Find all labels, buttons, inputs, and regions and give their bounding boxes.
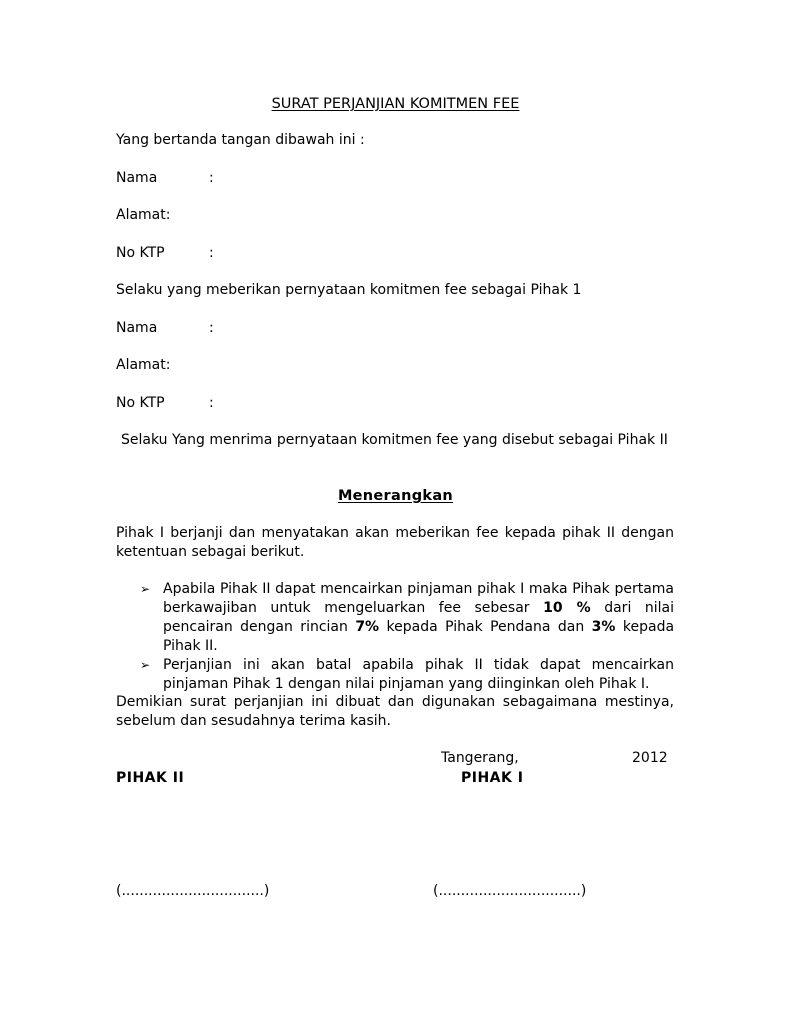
party1-address-label: Alamat: [116,207,171,223]
party1-signature-line: (................................) [433,883,587,899]
party1-name-label: Nama [116,170,158,186]
list-item [140,580,674,656]
paragraph-intro-line1: Pihak I berjanji dan menyatakan akan meberikan fee kepada pihak II dengan [116,525,674,541]
closing-paragraph: Demikian surat perjanjian ini dibuat dan digunakan sebagaimana mestinya, sebelum dan sesudahnya terima kasih. [116,694,674,729]
party2-ktp-label: No KTP [116,395,165,411]
party1-role-text: Selaku yang meberikan pernyataan komitmen fee sebagai Pihak 1 [116,282,582,298]
party2-signature-label: PIHAK II [116,770,185,786]
terms-list [140,580,674,694]
term1-text-c: kepada Pihak Pendana dan [386,619,585,635]
term1-fee-total: 10 % [543,600,591,616]
intro-text: Yang bertanda tangan dibawah ini : [116,132,365,148]
arrow-bullet-icon: ➢ [140,658,151,672]
term2-text: Perjanjian ini akan batal apabila pihak II tidak dapat mencairkan pinjaman Pihak 1 dengan nilai pinjaman yang diinginkan oleh Pihak I. [163,657,674,692]
document-title: SURAT PERJANJIAN KOMITMEN FEE [271,96,520,112]
section-heading: Menerangkan [337,488,454,504]
year-text: 2012 [632,750,668,766]
paragraph-intro [116,524,674,562]
term1-text-d: kepada Pihak II. [163,619,675,654]
arrow-bullet-icon: ➢ [140,582,151,596]
party2-signature-line: (................................) [116,883,270,899]
party2-name-colon: : [209,320,214,336]
term1-text-a: Apabila Pihak II dapat mencairkan pinjaman pihak I maka Pihak pertama berkawajiban untuk mengeluarkan fee sebesar [163,581,674,616]
party2-ktp-colon: : [209,395,214,411]
party2-name-label: Nama [116,320,158,336]
party1-ktp-colon: : [209,245,214,261]
term1-text-b: dari nilai pencairan dengan rincian [163,600,675,635]
list-item [140,656,674,694]
party1-ktp-label: No KTP [116,245,165,261]
party2-role-text: Selaku Yang menrima pernyataan komitmen fee yang disebut sebagai Pihak II [121,432,668,448]
party1-signature-label: PIHAK I [461,770,524,786]
term1-fee-funder: 7% [355,619,380,635]
place-text: Tangerang, [441,750,519,766]
party2-address-label: Alamat: [116,357,171,373]
term1-fee-party2: 3% [591,619,616,635]
paragraph-intro-line2: ketentuan sebagai berikut. [116,544,305,560]
party1-name-colon: : [209,170,214,186]
